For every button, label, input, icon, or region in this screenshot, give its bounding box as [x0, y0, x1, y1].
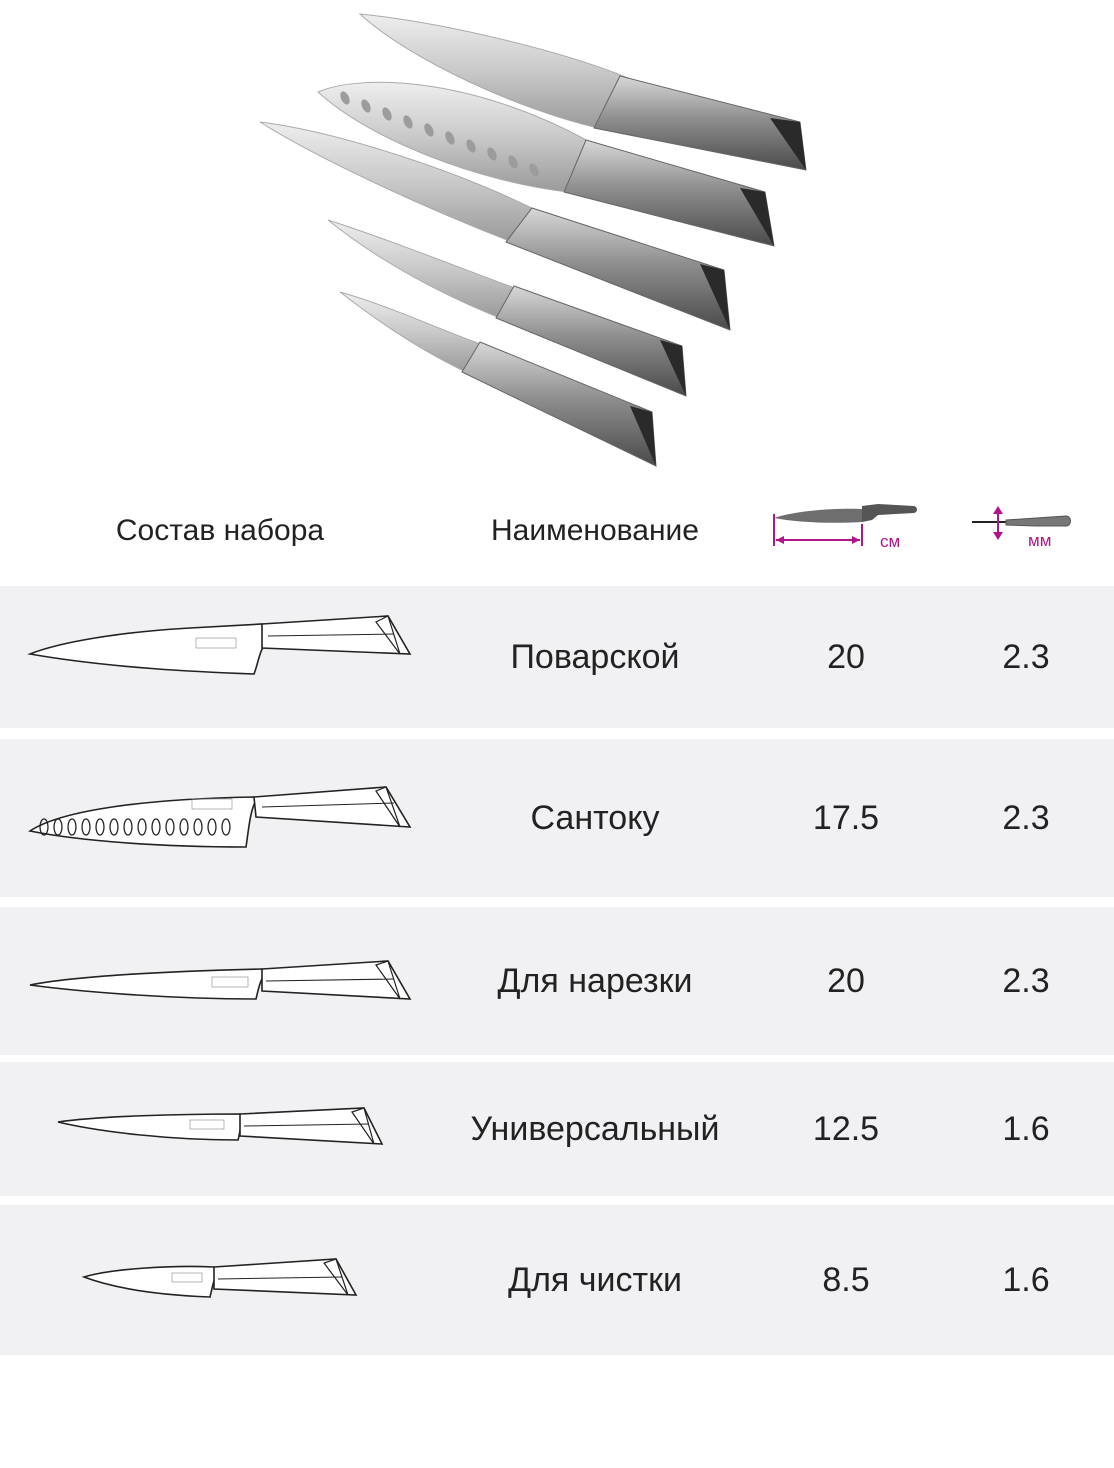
- item-length: 12.5: [812, 1109, 880, 1148]
- svg-text:см: см: [880, 532, 901, 551]
- item-name: Для нарезки: [497, 961, 693, 1000]
- item-thickness: 2.3: [1002, 798, 1050, 837]
- header-blade-length: [768, 498, 928, 558]
- item-name: Для чистки: [508, 1260, 682, 1299]
- chef-knife-icon: [0, 586, 440, 728]
- table-row: [0, 1062, 1114, 1196]
- item-length: 20: [827, 637, 865, 676]
- item-name: Сантоку: [530, 798, 660, 837]
- paring-knife-icon: [0, 1205, 440, 1355]
- header-set-composition: Состав набора: [115, 514, 325, 547]
- slicing-knife-icon: [0, 907, 440, 1055]
- item-length: 8.5: [822, 1260, 870, 1299]
- header-blade-thickness: [966, 498, 1086, 558]
- table-row: [0, 907, 1114, 1055]
- blade-thickness-icon: [966, 498, 1086, 558]
- item-thickness: 1.6: [1002, 1260, 1050, 1299]
- svg-text:мм: мм: [1028, 531, 1052, 550]
- item-thickness: 1.6: [1002, 1109, 1050, 1148]
- table-row: [0, 1205, 1114, 1355]
- item-thickness: 2.3: [1002, 961, 1050, 1000]
- item-thickness: 2.3: [1002, 637, 1050, 676]
- utility-knife-icon: [0, 1062, 440, 1196]
- item-name: Поварской: [510, 637, 680, 676]
- table-row: [0, 739, 1114, 897]
- item-length: 17.5: [812, 798, 880, 837]
- item-name: Универсальный: [470, 1109, 720, 1148]
- knife-set-photo: [0, 0, 1114, 495]
- blade-length-icon: [768, 498, 928, 558]
- item-length: 20: [827, 961, 865, 1000]
- santoku-knife-icon: [0, 739, 440, 897]
- table-row: [0, 586, 1114, 728]
- header-name: Наименование: [491, 514, 699, 547]
